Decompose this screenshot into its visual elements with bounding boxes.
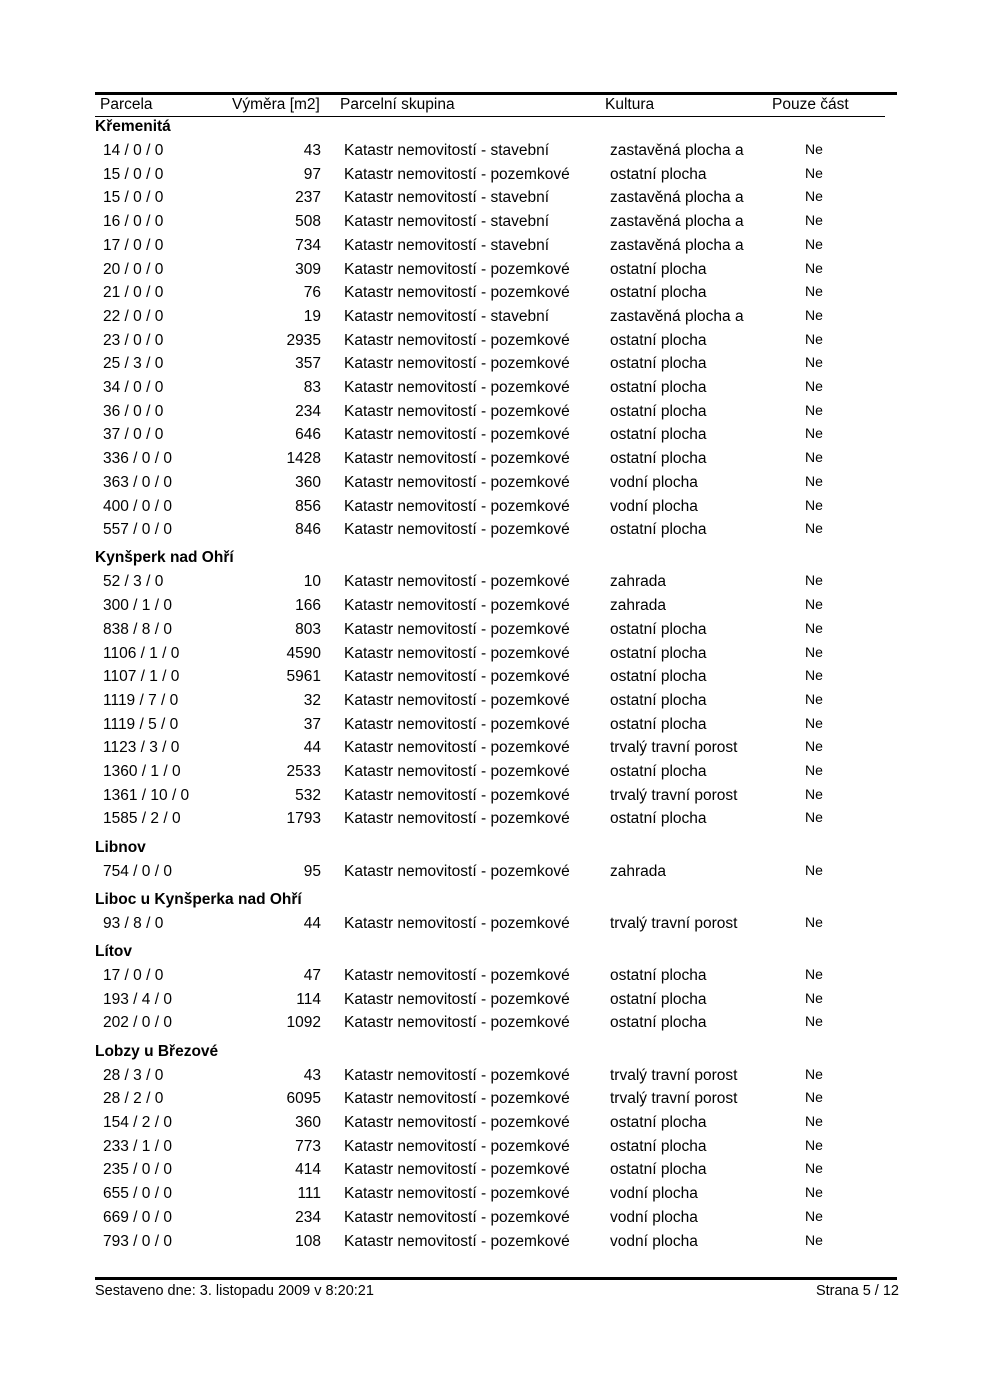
culture-cell: vodní plocha — [610, 473, 698, 491]
culture-cell: ostatní plocha — [610, 691, 707, 709]
area-cell: 47 — [303, 967, 321, 984]
parcel-group-cell: Katastr nemovitostí - pozemkové — [344, 1066, 570, 1084]
parcel-number-cell: 28 / 3 / 0 — [103, 1066, 164, 1084]
table-row — [95, 237, 900, 261]
group-title: Lobzy u Březové — [95, 1042, 219, 1060]
culture-cell: ostatní plocha — [610, 620, 707, 638]
parcel-number-cell: 1106 / 1 / 0 — [103, 644, 180, 662]
parcel-group-cell: Katastr nemovitostí - pozemkové — [344, 810, 570, 828]
area-cell: 95 — [303, 862, 321, 880]
header-part: Pouze část — [772, 96, 849, 113]
area-cell: 360 — [295, 1114, 321, 1131]
table-row — [95, 716, 900, 740]
culture-cell: zahrada — [610, 573, 667, 591]
area-cell: 6095 — [286, 1090, 321, 1108]
table-row — [95, 521, 900, 545]
parcel-group-cell: Katastr nemovitostí - stavební — [344, 189, 550, 207]
table-row — [95, 261, 900, 285]
parcel-number-cell: 1119 / 7 / 0 — [103, 691, 179, 709]
parcel-number-cell: 233 / 1 / 0 — [103, 1137, 172, 1155]
parcel-number-cell: 23 / 0 / 0 — [103, 331, 164, 349]
footer-compiled-date: Sestaveno dne: 3. listopadu 2009 v 8:20:21 — [95, 1283, 374, 1299]
culture-cell: ostatní plocha — [610, 668, 707, 686]
parcel-group-cell: Katastr nemovitostí - pozemkové — [344, 331, 570, 349]
area-cell: 2533 — [286, 763, 321, 780]
parcel-number-cell: 669 / 0 / 0 — [103, 1208, 172, 1226]
area-cell: 44 — [303, 739, 321, 757]
partial-flag-cell: Ne — [805, 425, 823, 442]
table-row — [95, 645, 900, 669]
header-culture: Kultura — [605, 96, 655, 113]
area-cell: 43 — [303, 142, 321, 159]
table-row — [95, 308, 900, 332]
culture-cell: ostatní plocha — [610, 967, 707, 984]
header-area: Výměra [m2] — [232, 96, 320, 113]
partial-flag-cell: Ne — [805, 378, 823, 394]
parcel-group-cell: Katastr nemovitostí - pozemkové — [344, 426, 570, 444]
parcel-number-cell: 1123 / 3 / 0 — [103, 739, 180, 757]
area-cell: 76 — [303, 284, 321, 302]
table-row — [95, 213, 900, 237]
parcel-group-cell: Katastr nemovitostí - pozemkové — [344, 597, 570, 615]
area-cell: 414 — [295, 1161, 321, 1179]
partial-flag-cell: Ne — [805, 913, 823, 930]
group-title: Křemenitá — [95, 118, 171, 135]
culture-cell: ostatní plocha — [610, 284, 707, 302]
parcel-group-cell: Katastr nemovitostí - pozemkové — [344, 967, 570, 984]
area-cell: 773 — [295, 1137, 321, 1155]
parcel-number-cell: 202 / 0 / 0 — [103, 1014, 172, 1032]
parcel-group-cell: Katastr nemovitostí - pozemkové — [344, 1014, 570, 1032]
partial-flag-cell: Ne — [805, 520, 823, 537]
parcel-number-cell: 15 / 0 / 0 — [103, 189, 164, 207]
parcel-number-cell: 193 / 4 / 0 — [103, 990, 172, 1008]
table-row — [95, 967, 900, 991]
partial-flag-cell: Ne — [805, 690, 823, 707]
partial-flag-cell: Ne — [805, 1113, 823, 1129]
table-row — [95, 1233, 900, 1257]
culture-cell: trvalý travní porost — [610, 1090, 738, 1108]
parcel-number-cell: 1585 / 2 / 0 — [103, 810, 181, 828]
footer-page-number: Strana 5 / 12 — [815, 1283, 899, 1299]
table-header — [95, 96, 885, 117]
table-row — [95, 1138, 900, 1162]
parcel-group-cell: Katastr nemovitostí - pozemkové — [344, 739, 570, 757]
table-row — [95, 787, 900, 811]
table-row — [95, 332, 900, 356]
culture-cell: zastavěná plocha a — [610, 213, 744, 231]
parcel-group-cell: Katastr nemovitostí - pozemkové — [344, 450, 570, 468]
area-cell: 97 — [303, 165, 321, 183]
partial-flag-cell: Ne — [805, 212, 823, 229]
table-row — [95, 450, 900, 474]
culture-cell: ostatní plocha — [610, 990, 707, 1008]
parcel-number-cell: 336 / 0 / 0 — [103, 450, 172, 468]
table-row — [95, 189, 900, 213]
parcel-group-cell: Katastr nemovitostí - pozemkové — [344, 691, 570, 709]
partial-flag-cell: Ne — [805, 1160, 823, 1177]
table-row — [95, 991, 900, 1015]
parcel-group-cell: Katastr nemovitostí - pozemkové — [344, 260, 570, 278]
parcel-number-cell: 1361 / 10 / 0 — [103, 786, 190, 804]
culture-cell: zastavěná plocha a — [610, 142, 744, 159]
table-row — [95, 426, 900, 450]
partial-flag-cell: Ne — [805, 714, 823, 731]
culture-cell: vodní plocha — [610, 497, 698, 515]
area-cell: 44 — [303, 914, 321, 932]
parcel-number-cell: 363 / 0 / 0 — [103, 473, 172, 491]
table-row — [95, 763, 900, 787]
area-cell: 166 — [295, 597, 321, 615]
parcel-number-cell: 793 / 0 / 0 — [103, 1232, 172, 1250]
area-cell: 2935 — [286, 331, 321, 349]
parcel-group-cell: Katastr nemovitostí - pozemkové — [344, 1232, 570, 1250]
parcel-number-cell: 400 / 0 / 0 — [103, 497, 172, 515]
area-cell: 234 — [295, 1208, 321, 1226]
group-title: Kynšperk nad Ohří — [95, 549, 234, 567]
partial-flag-cell: Ne — [805, 354, 823, 371]
culture-cell: zahrada — [610, 862, 667, 880]
parcel-group-cell: Katastr nemovitostí - stavební — [344, 213, 550, 231]
table-row — [95, 284, 900, 308]
parcel-number-cell: 34 / 0 / 0 — [103, 379, 164, 396]
parcel-group-cell: Katastr nemovitostí - pozemkové — [344, 497, 570, 515]
area-cell: 309 — [295, 260, 321, 278]
parcel-group-cell: Katastr nemovitostí - stavební — [344, 307, 550, 325]
table-row — [95, 166, 900, 190]
parcel-group-cell: Katastr nemovitostí - pozemkové — [344, 914, 570, 932]
parcel-number-cell: 754 / 0 / 0 — [103, 862, 172, 880]
table-row — [95, 1209, 900, 1233]
culture-cell: ostatní plocha — [610, 1137, 707, 1155]
partial-flag-cell: Ne — [805, 188, 823, 205]
header-group: Parcelní skupina — [340, 96, 455, 113]
culture-cell: ostatní plocha — [610, 715, 707, 733]
parcel-number-cell: 655 / 0 / 0 — [103, 1185, 172, 1203]
partial-flag-cell: Ne — [805, 472, 823, 489]
area-cell: 111 — [297, 1185, 321, 1203]
partial-flag-cell: Ne — [805, 667, 823, 684]
parcel-group-cell: Katastr nemovitostí - pozemkové — [344, 284, 570, 302]
parcel-number-cell: 235 / 0 / 0 — [103, 1161, 172, 1179]
area-cell: 532 — [295, 786, 321, 804]
parcel-group-cell: Katastr nemovitostí - stavební — [344, 142, 550, 159]
table-row — [95, 379, 900, 403]
culture-cell: trvalý travní porost — [610, 914, 738, 932]
parcel-number-cell: 154 / 2 / 0 — [103, 1114, 172, 1131]
parcel-group-cell: Katastr nemovitostí - pozemkové — [344, 786, 570, 804]
parcel-number-cell: 14 / 0 / 0 — [103, 142, 164, 159]
parcel-number-cell: 15 / 0 / 0 — [103, 165, 164, 183]
area-cell: 4590 — [286, 644, 321, 662]
table-row — [95, 621, 900, 645]
area-cell: 1092 — [286, 1014, 321, 1032]
culture-cell: zastavěná plocha a — [610, 236, 744, 254]
parcel-number-cell: 36 / 0 / 0 — [103, 402, 164, 420]
area-cell: 734 — [295, 236, 321, 254]
area-cell: 646 — [295, 426, 321, 444]
table-row — [95, 668, 900, 692]
parcel-number-cell: 16 / 0 / 0 — [103, 213, 164, 231]
partial-flag-cell: Ne — [805, 259, 823, 276]
culture-cell: ostatní plocha — [610, 165, 707, 183]
area-cell: 83 — [303, 379, 321, 396]
partial-flag-cell: Ne — [805, 496, 823, 513]
parcel-number-cell: 25 / 3 / 0 — [103, 355, 164, 373]
parcel-group-cell: Katastr nemovitostí - pozemkové — [344, 644, 570, 662]
table-row — [95, 498, 900, 522]
parcel-number-cell: 52 / 3 / 0 — [103, 573, 164, 591]
culture-cell: vodní plocha — [610, 1185, 698, 1203]
header-parcel: Parcela — [100, 96, 153, 113]
partial-flag-cell: Ne — [805, 1013, 823, 1030]
table-row — [95, 573, 900, 597]
partial-flag-cell: Ne — [805, 809, 823, 826]
table-row — [95, 403, 900, 427]
partial-flag-cell: Ne — [805, 762, 823, 778]
partial-flag-cell: Ne — [805, 738, 823, 755]
partial-flag-cell: Ne — [805, 861, 823, 878]
parcel-number-cell: 22 / 0 / 0 — [103, 307, 164, 325]
partial-flag-cell: Ne — [805, 164, 823, 181]
parcel-group-cell: Katastr nemovitostí - pozemkové — [344, 990, 570, 1008]
table-row — [95, 692, 900, 716]
area-cell: 37 — [303, 715, 321, 733]
culture-cell: ostatní plocha — [610, 763, 707, 780]
area-cell: 1793 — [286, 810, 321, 828]
culture-cell: trvalý travní porost — [610, 739, 738, 757]
parcel-group-cell: Katastr nemovitostí - pozemkové — [344, 573, 570, 591]
table-row — [95, 597, 900, 621]
parcel-group-cell: Katastr nemovitostí - pozemkové — [344, 473, 570, 491]
partial-flag-cell: Ne — [805, 449, 823, 466]
partial-flag-cell: Ne — [805, 306, 823, 323]
parcel-number-cell: 21 / 0 / 0 — [103, 284, 164, 302]
partial-flag-cell: Ne — [805, 785, 823, 802]
parcel-group-cell: Katastr nemovitostí - pozemkové — [344, 521, 570, 539]
table-row — [95, 915, 900, 939]
table-row — [95, 474, 900, 498]
culture-cell: ostatní plocha — [610, 331, 707, 349]
culture-cell: ostatní plocha — [610, 644, 707, 662]
culture-cell: ostatní plocha — [610, 450, 707, 468]
parcel-number-cell: 17 / 0 / 0 — [103, 236, 164, 254]
partial-flag-cell: Ne — [805, 596, 823, 613]
culture-cell: ostatní plocha — [610, 1114, 707, 1131]
parcel-group-cell: Katastr nemovitostí - pozemkové — [344, 1208, 570, 1226]
parcel-group-cell: Katastr nemovitostí - pozemkové — [344, 1161, 570, 1179]
area-cell: 43 — [303, 1066, 321, 1084]
area-cell: 360 — [295, 473, 321, 491]
partial-flag-cell: Ne — [805, 1136, 823, 1153]
parcel-group-cell: Katastr nemovitostí - pozemkové — [344, 862, 570, 880]
parcel-group-cell: Katastr nemovitostí - pozemkové — [344, 379, 570, 396]
partial-flag-cell: Ne — [805, 966, 823, 982]
partial-flag-cell: Ne — [805, 643, 823, 660]
parcel-group-cell: Katastr nemovitostí - pozemkové — [344, 668, 570, 686]
group-title: Lítov — [95, 943, 133, 960]
partial-flag-cell: Ne — [805, 619, 823, 636]
area-cell: 32 — [303, 691, 321, 709]
partial-flag-cell: Ne — [805, 401, 823, 418]
parcel-number-cell: 300 / 1 / 0 — [103, 597, 172, 615]
group-title: Liboc u Kynšperka nad Ohří — [95, 890, 302, 908]
table-row — [95, 810, 900, 834]
area-cell: 357 — [295, 355, 321, 373]
partial-flag-cell: Ne — [805, 1231, 823, 1248]
partial-flag-cell: Ne — [805, 572, 823, 589]
group-title: Libnov — [95, 838, 146, 856]
parcel-group-cell: Katastr nemovitostí - pozemkové — [344, 402, 570, 420]
culture-cell: ostatní plocha — [610, 260, 707, 278]
area-cell: 856 — [295, 497, 321, 515]
parcel-number-cell: 1119 / 5 / 0 — [103, 715, 179, 733]
parcel-number-cell: 838 / 8 / 0 — [103, 620, 172, 638]
area-cell: 10 — [303, 573, 321, 591]
area-cell: 5961 — [286, 668, 321, 686]
culture-cell: ostatní plocha — [610, 810, 707, 828]
area-cell: 19 — [303, 307, 321, 325]
culture-cell: vodní plocha — [610, 1232, 698, 1250]
parcel-group-cell: Katastr nemovitostí - pozemkové — [344, 1185, 570, 1203]
table-row — [95, 355, 900, 379]
parcel-group-cell: Katastr nemovitostí - pozemkové — [344, 355, 570, 373]
culture-cell: ostatní plocha — [610, 402, 707, 420]
table-row — [95, 142, 900, 166]
partial-flag-cell: Ne — [805, 141, 823, 157]
table-row — [95, 1114, 900, 1138]
area-cell: 114 — [296, 990, 321, 1008]
partial-flag-cell: Ne — [805, 1089, 823, 1106]
parcel-number-cell: 17 / 0 / 0 — [103, 967, 164, 984]
culture-cell: ostatní plocha — [610, 379, 707, 396]
table-row — [95, 1185, 900, 1209]
parcel-group-cell: Katastr nemovitostí - pozemkové — [344, 1137, 570, 1155]
parcel-group-cell: Katastr nemovitostí - stavební — [344, 236, 550, 254]
header-top-rule — [95, 92, 897, 95]
culture-cell: trvalý travní porost — [610, 786, 738, 804]
parcel-number-cell: 93 / 8 / 0 — [103, 914, 164, 932]
parcel-group-cell: Katastr nemovitostí - pozemkové — [344, 620, 570, 638]
parcel-number-cell: 557 / 0 / 0 — [103, 521, 172, 539]
area-cell: 508 — [295, 213, 321, 231]
parcel-group-cell: Katastr nemovitostí - pozemkové — [344, 763, 570, 780]
area-cell: 803 — [295, 620, 321, 638]
table-row — [95, 1161, 900, 1185]
culture-cell: ostatní plocha — [610, 1014, 707, 1032]
partial-flag-cell: Ne — [805, 235, 823, 252]
area-cell: 234 — [295, 402, 321, 420]
table-row — [95, 1067, 900, 1091]
table-row — [95, 863, 900, 887]
culture-cell: ostatní plocha — [610, 355, 707, 373]
culture-cell: ostatní plocha — [610, 426, 707, 444]
partial-flag-cell: Ne — [805, 283, 823, 300]
culture-cell: zahrada — [610, 597, 667, 615]
area-cell: 237 — [295, 189, 321, 207]
parcel-group-cell: Katastr nemovitostí - pozemkové — [344, 1114, 570, 1131]
culture-cell: zastavěná plocha a — [610, 189, 744, 207]
partial-flag-cell: Ne — [805, 330, 823, 347]
area-cell: 108 — [295, 1232, 321, 1250]
parcel-number-cell: 20 / 0 / 0 — [103, 260, 164, 278]
parcel-number-cell: 1107 / 1 / 0 — [103, 668, 180, 686]
partial-flag-cell: Ne — [805, 1065, 823, 1082]
culture-cell: trvalý travní porost — [610, 1066, 738, 1084]
table-row — [95, 1090, 900, 1114]
partial-flag-cell: Ne — [805, 989, 823, 1006]
culture-cell: ostatní plocha — [610, 1161, 707, 1179]
parcel-group-cell: Katastr nemovitostí - pozemkové — [344, 1090, 570, 1108]
area-cell: 1428 — [286, 450, 321, 468]
parcel-number-cell: 28 / 2 / 0 — [103, 1090, 164, 1108]
parcel-group-cell: Katastr nemovitostí - pozemkové — [344, 165, 570, 183]
culture-cell: ostatní plocha — [610, 521, 707, 539]
table-row — [95, 1014, 900, 1038]
partial-flag-cell: Ne — [805, 1207, 823, 1224]
culture-cell: zastavěná plocha a — [610, 307, 744, 325]
parcel-number-cell: 1360 / 1 / 0 — [103, 763, 181, 780]
parcel-group-cell: Katastr nemovitostí - pozemkové — [344, 715, 570, 733]
area-cell: 846 — [295, 521, 321, 539]
table-row — [95, 739, 900, 763]
footer-rule — [95, 1277, 897, 1280]
parcel-number-cell: 37 / 0 / 0 — [103, 426, 164, 444]
partial-flag-cell: Ne — [805, 1184, 823, 1201]
culture-cell: vodní plocha — [610, 1208, 698, 1226]
